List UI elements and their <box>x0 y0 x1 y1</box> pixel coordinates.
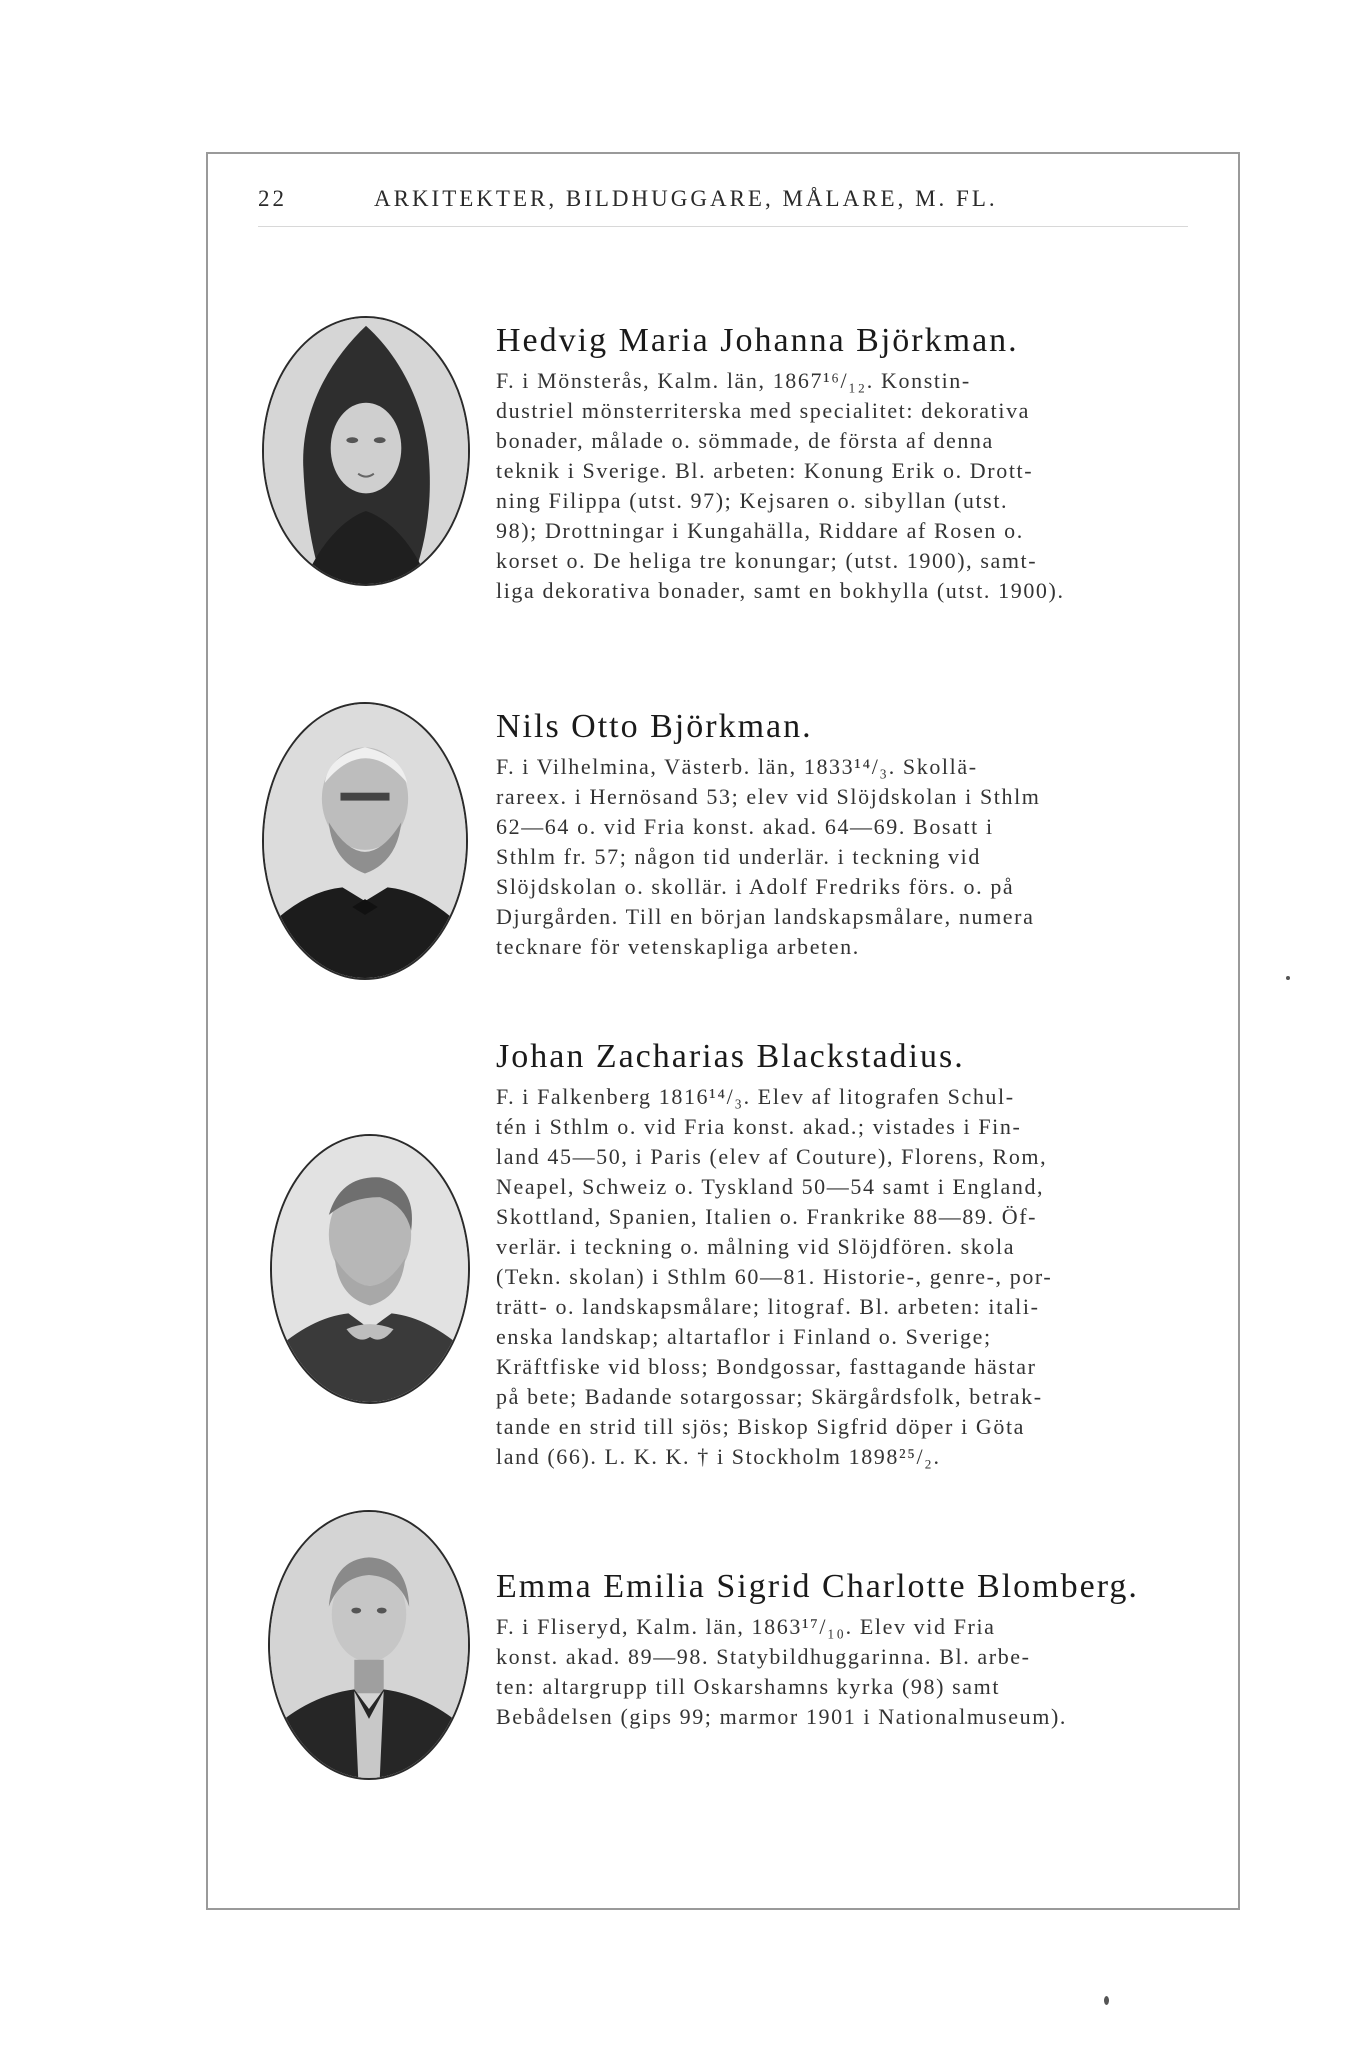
entry-1-line: ning Filippa (utst. 97); Kejsaren o. sibyllan (utst. <box>496 488 1009 513</box>
entry-2-line: rareex. i Hernösand 53; elev vid Slöjdskolan i Sthlm <box>496 784 1041 809</box>
entry-3-line: Neapel, Schweiz o. Tyskland 50—54 samt i England, <box>496 1174 1045 1199</box>
entry-3-line: tande en strid till sjös; Biskop Sigfrid döper i Göta <box>496 1414 1026 1439</box>
running-header <box>258 186 1188 226</box>
entry-4-line: F. i Fliseryd, Kalm. län, 1863¹⁷/₁₀. Elev vid Fria <box>496 1614 996 1639</box>
portrait-johan-blackstadius <box>270 1134 470 1404</box>
entry-2-line: Djurgården. Till en början landskapsmålare, numera <box>496 904 1035 929</box>
entry-2-line: tecknare för vetenskapliga arbeten. <box>496 934 860 959</box>
entry-2-name: Nils Otto Björkman. <box>496 708 813 745</box>
entry-3-line: på bete; Badande sotargossar; Skärgårdsfolk, betrak- <box>496 1384 1043 1409</box>
entry-1-line: F. i Mönsterås, Kalm. län, 1867¹⁶/₁₂. Konstin- <box>496 368 971 393</box>
entry-3-line: trätt- o. landskapsmålare; litograf. Bl. arbeten: itali- <box>496 1294 1040 1319</box>
entry-3-line: enska landskap; altartaflor i Finland o. Sverige; <box>496 1324 992 1349</box>
entry-1-line: liga dekorativa bonader, samt en bokhylla (utst. 1900). <box>496 578 1065 603</box>
portrait-emma-blomberg <box>268 1510 470 1780</box>
entry-1-line: 98); Drottningar i Kungahälla, Riddare af Rosen o. <box>496 518 1024 543</box>
header-rule <box>258 226 1188 227</box>
entry-4-name: Emma Emilia Sigrid Charlotte Blomberg. <box>496 1568 1139 1605</box>
scan-speck <box>1104 1996 1109 2005</box>
entry-3-line: Skottland, Spanien, Italien o. Frankrike 88—89. Öf- <box>496 1204 1038 1229</box>
entry-1-line: bonader, målade o. sömmade, de första af denna <box>496 428 994 453</box>
entry-3-line: land 45—50, i Paris (elev af Couture), Florens, Rom, <box>496 1144 1048 1169</box>
portrait-nils-otto-bjorkman <box>262 702 468 980</box>
entry-2-line: Slöjdskolan o. skollär. i Adolf Fredriks förs. o. på <box>496 874 1015 899</box>
entry-3-line: verlär. i teckning o. målning vid Slöjdfören. skola <box>496 1234 1016 1259</box>
entry-3-name: Johan Zacharias Blackstadius. <box>496 1038 965 1075</box>
running-title: ARKITEKTER, BILDHUGGARE, MÅLARE, M. FL. <box>374 186 998 211</box>
entry-4-line: ten: altargrupp till Oskarshamns kyrka (98) samt <box>496 1674 1001 1699</box>
portrait-hedvig-bjorkman <box>262 316 470 586</box>
scan-speck <box>1286 976 1290 980</box>
entry-2-line: Sthlm fr. 57; någon tid underlär. i teckning vid <box>496 844 981 869</box>
entry-3-line: tén i Sthlm o. vid Fria konst. akad.; vistades i Fin- <box>496 1114 1022 1139</box>
entry-3-line: F. i Falkenberg 1816¹⁴/₃. Elev af litografen Schul- <box>496 1084 1015 1109</box>
entry-1-line: dustriel mönsterriterska med specialitet: dekorativa <box>496 398 1031 423</box>
entry-1-name: Hedvig Maria Johanna Björkman. <box>496 322 1019 359</box>
entry-2-line: F. i Vilhelmina, Västerb. län, 1833¹⁴/₃. Skollä- <box>496 754 978 779</box>
entry-3-line: (Tekn. skolan) i Sthlm 60—81. Historie-, genre-, por- <box>496 1264 1053 1289</box>
page-number: 22 <box>258 186 287 211</box>
entry-2-line: 62—64 o. vid Fria konst. akad. 64—69. Bosatt i <box>496 814 994 839</box>
entry-1-line: teknik i Sverige. Bl. arbeten: Konung Erik o. Drott- <box>496 458 1034 483</box>
entry-3-line: Kräftfiske vid bloss; Bondgossar, fasttagande hästar <box>496 1354 1037 1379</box>
entry-1-line: korset o. De heliga tre konungar; (utst. 1900), samt- <box>496 548 1038 573</box>
entry-3-line: land (66). L. K. K. † i Stockholm 1898²⁵/₂. <box>496 1444 941 1469</box>
entry-4-line: Bebådelsen (gips 99; marmor 1901 i Nationalmuseum). <box>496 1704 1068 1729</box>
entry-4-line: konst. akad. 89—98. Statybildhuggarinna. Bl. arbe- <box>496 1644 1031 1669</box>
